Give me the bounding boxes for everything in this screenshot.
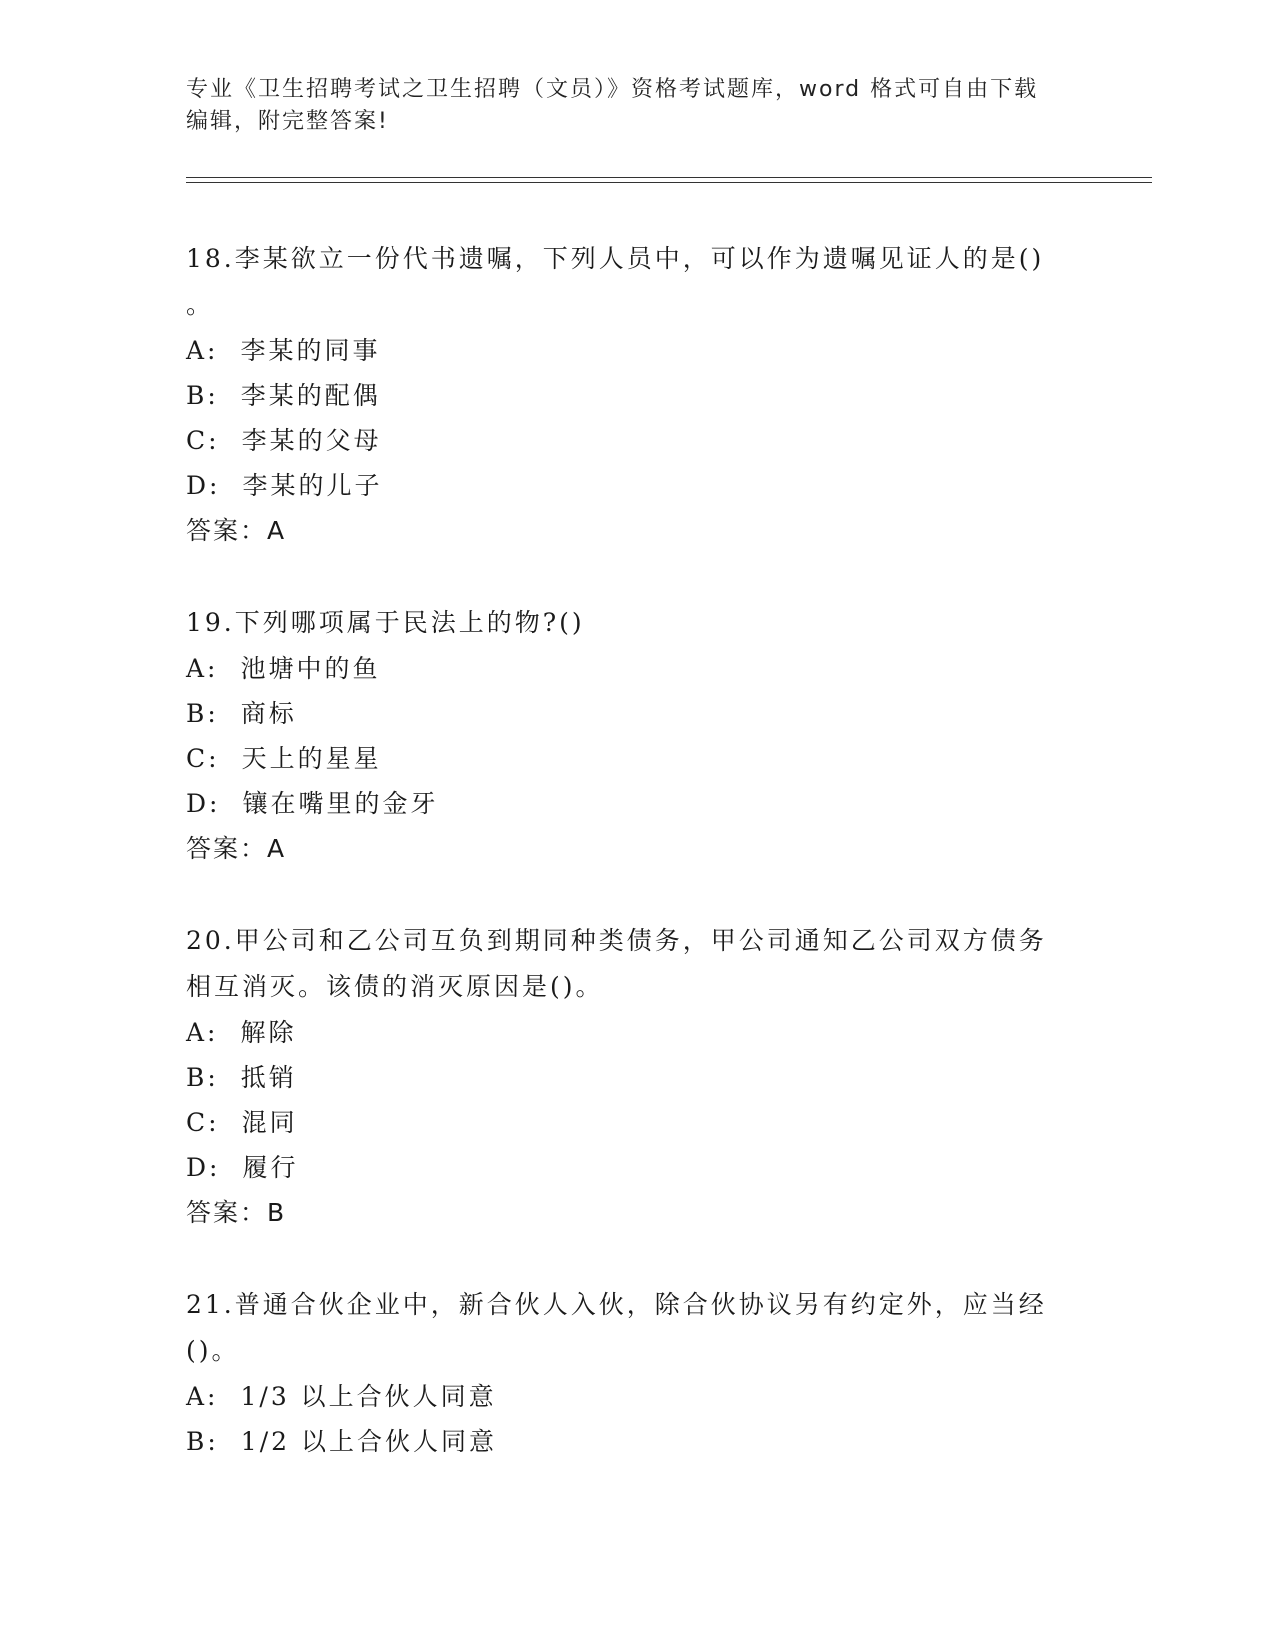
option-b <box>186 373 1086 418</box>
header-divider-bottom <box>186 182 1152 183</box>
option-key: B: <box>186 699 219 728</box>
option-key: D: <box>186 1153 221 1182</box>
option-text: 李某的同事 <box>240 336 381 365</box>
option-key: D: <box>186 789 221 818</box>
option-text: 李某的儿子 <box>242 471 383 500</box>
option-text: 李某的父母 <box>241 426 382 455</box>
answer-line: 答案：B <box>186 1198 287 1227</box>
question-list <box>186 236 1086 1510</box>
option-text: 天上的星星 <box>241 744 382 773</box>
header-line-2: 编辑，附完整答案! <box>186 109 389 134</box>
answer-line: 答案：A <box>186 834 287 863</box>
option-key: B: <box>186 1427 219 1456</box>
option-key: C: <box>186 426 220 455</box>
option-c <box>186 418 1086 463</box>
option-key: B: <box>186 1063 219 1092</box>
option-text: 商标 <box>240 699 297 728</box>
question-stem: 18.李某欲立一份代书遗嘱，下列人员中，可以作为遗嘱见证人的是() <box>186 244 1045 273</box>
header-line-1: 专业《卫生招聘考试之卫生招聘（文员）》资格考试题库，word 格式可自由下载 <box>186 77 1039 102</box>
option-a <box>186 646 1086 691</box>
question-stem-continued: ()。 <box>186 1336 240 1365</box>
option-text: 抵销 <box>240 1063 297 1092</box>
option-text: 1/2 以上合伙人同意 <box>240 1427 497 1456</box>
option-key: A: <box>186 1382 219 1411</box>
question-19 <box>186 600 1086 872</box>
option-a <box>186 328 1086 373</box>
option-text: 解除 <box>240 1018 297 1047</box>
question-stem: 21.普通合伙企业中，新合伙人入伙，除合伙协议另有约定外，应当经 <box>186 1290 1047 1319</box>
option-a <box>186 1374 1086 1419</box>
question-stem: 20.甲公司和乙公司互负到期同种类债务，甲公司通知乙公司双方债务 <box>186 926 1047 955</box>
option-b <box>186 1055 1086 1100</box>
option-key: B: <box>186 381 219 410</box>
option-b <box>186 1419 1086 1464</box>
option-key: A: <box>186 1018 219 1047</box>
option-c <box>186 736 1086 781</box>
question-stem-continued: 相互消灭。该债的消灭原因是()。 <box>186 972 604 1001</box>
option-a <box>186 1010 1086 1055</box>
question-18 <box>186 236 1086 554</box>
question-21 <box>186 1282 1086 1464</box>
option-text: 1/3 以上合伙人同意 <box>240 1382 497 1411</box>
option-text: 混同 <box>241 1108 298 1137</box>
document-header <box>186 74 1066 138</box>
option-text: 履行 <box>242 1153 299 1182</box>
option-key: C: <box>186 1108 220 1137</box>
question-20 <box>186 918 1086 1236</box>
option-key: C: <box>186 744 220 773</box>
option-b <box>186 691 1086 736</box>
question-stem: 19.下列哪项属于民法上的物?() <box>186 608 585 637</box>
option-key: D: <box>186 471 221 500</box>
question-stem-continued: 。 <box>186 290 215 319</box>
option-text: 池塘中的鱼 <box>240 654 381 683</box>
option-d <box>186 463 1086 508</box>
option-key: A: <box>186 654 219 683</box>
option-key: A: <box>186 336 219 365</box>
option-d <box>186 1145 1086 1190</box>
option-text: 李某的配偶 <box>240 381 381 410</box>
header-divider-top <box>186 177 1152 178</box>
option-text: 镶在嘴里的金牙 <box>242 789 439 818</box>
option-d <box>186 781 1086 826</box>
option-c <box>186 1100 1086 1145</box>
answer-line: 答案：A <box>186 516 287 545</box>
